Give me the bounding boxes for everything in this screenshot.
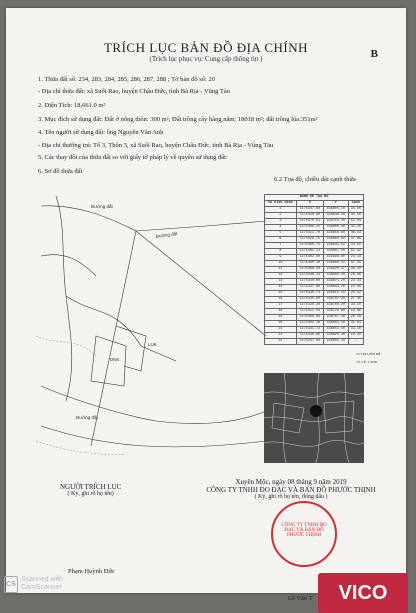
table-cell: 436998.80 <box>323 255 348 261</box>
table-cell: 7 <box>265 243 297 249</box>
table-cell: 436760.20 <box>323 303 348 309</box>
table-cell: 436707.46 <box>323 315 348 321</box>
table-cell: 436620.40 <box>323 333 348 339</box>
table-cell: 10 <box>265 261 297 267</box>
table-cell: 1175340.80 <box>296 333 323 339</box>
table-cell: 23.44 <box>348 279 363 285</box>
table-cell: 1175331.72 <box>296 327 323 333</box>
table-cell: 1175337.90 <box>296 285 323 291</box>
coordinates-heading: 6.2 Tọa độ, chiều dài cạnh thửa <box>274 176 356 183</box>
table-cell: 12 <box>265 273 297 279</box>
table-cell: 34.00 <box>348 207 363 213</box>
parcel-number-line: 1. Thửa đất số: 234, 283, 284, 285, 286, 287, 288 ; Tờ bản đồ số: 20 <box>38 76 215 83</box>
table-cell: 20 <box>265 321 297 327</box>
table-cell: 8 <box>265 249 297 255</box>
table-cell: 1175380.10 <box>296 261 323 267</box>
table-cell: 33.10 <box>348 327 363 333</box>
parcel-label: DNK <box>110 357 120 362</box>
table-cell: 1175481.11 <box>296 249 323 255</box>
table-cell: 1175399.25 <box>296 225 323 231</box>
stamp-text: CÔNG TY TNHH ĐO ĐẠC VÀ BẢN ĐỒ PHƯỚC THỊNH <box>281 523 327 538</box>
table-cell: 1175311.54 <box>296 309 323 315</box>
table-cell: 1 <box>265 207 297 213</box>
corner-letter: B <box>370 48 378 60</box>
road-label: Đường đất <box>91 204 113 209</box>
table-cell: 436654.10 <box>323 327 348 333</box>
table-cell: 1175340.00 <box>296 279 323 285</box>
scanner-watermark <box>4 574 124 596</box>
table-cell: 6 <box>265 237 297 243</box>
owner-line: 4. Tên người sử dụng đất: ông Nguyễn Văn Anh <box>38 129 164 136</box>
table-cell: 11 <box>265 267 297 273</box>
table-cell: 1175302.18 <box>296 321 323 327</box>
table-cell: 18 <box>265 309 297 315</box>
table-cell: 52.04 <box>348 219 363 225</box>
cadastral-map <box>36 186 266 466</box>
table-cell: 436871.20 <box>323 279 348 285</box>
table-cell: 27.35 <box>348 297 363 303</box>
table-cell: 436941.52 <box>323 243 348 249</box>
table-cell: 21 <box>265 327 297 333</box>
changes-line: 5. Các thay đổi của thửa đất so với giấy tờ pháp lý về quyền sử dụng đất: <box>38 154 228 161</box>
table-cell: 4 <box>265 225 297 231</box>
table-cell: 1175411.70 <box>296 231 323 237</box>
extractor-role: NGƯỜI TRÍCH LỤC <box>60 483 122 491</box>
company-stamp <box>271 501 337 567</box>
table-cell: 28.92 <box>348 291 363 297</box>
extractor-note: ( Ký, ghi rõ họ tên) <box>67 491 114 497</box>
table-cell: 436884.62 <box>323 237 348 243</box>
table-cell: 436726.60 <box>323 309 348 315</box>
document-page <box>6 8 406 602</box>
table-cell: 22.68 <box>348 285 363 291</box>
scale-note: TỶ LỆ: 1/2000 <box>356 360 378 364</box>
coordinate-table-header: X <box>296 201 323 207</box>
signer-name: Lê Văn T <box>288 595 313 602</box>
table-cell: 1175348.41 <box>296 273 323 279</box>
table-cell: 1175306.66 <box>296 315 323 321</box>
table-cell: 19.80 <box>348 309 363 315</box>
table-cell: 16 <box>265 297 297 303</box>
watermark-line2: CamScanner <box>21 584 62 591</box>
table-cell: 436683.10 <box>323 321 348 327</box>
table-row <box>265 339 364 345</box>
table-cell: 26.18 <box>348 315 363 321</box>
table-cell: 1175325.60 <box>296 297 323 303</box>
table-cell: 1175358.90 <box>296 213 323 219</box>
company-name: CÔNG TY TNHH ĐO ĐẠC VÀ BẢN ĐỒ PHƯỚC THỊNH <box>206 486 376 494</box>
table-cell: 41.64 <box>348 321 363 327</box>
table-cell: 15 <box>265 291 297 297</box>
table-cell: 2 <box>265 213 297 219</box>
table-cell: 436920.47 <box>323 267 348 273</box>
road-label: Đường đất <box>76 415 98 420</box>
table-cell: 14 <box>265 285 297 291</box>
table-cell: 1175366.50 <box>296 267 323 273</box>
watermark-line1: Scanned with <box>21 576 64 583</box>
table-cell: 1175370.61 <box>296 219 323 225</box>
table-cell: 35.58 <box>348 213 363 219</box>
table-cell: 436605.10 <box>323 339 348 345</box>
table-cell: 47.35 <box>348 261 363 267</box>
table-cell: 1175428.75 <box>296 237 323 243</box>
camscanner-icon: CS <box>4 576 18 593</box>
table-cell: 436960.31 <box>323 261 348 267</box>
table-cell: 19 <box>265 315 297 321</box>
parcel-label: LUK <box>148 342 157 347</box>
table-cell: 1175347.60 <box>296 339 323 345</box>
table-cell: 436815.15 <box>323 291 348 297</box>
table-cell: 51.42 <box>348 249 363 255</box>
table-cell: 5 <box>265 231 297 237</box>
road-label: Đường đất <box>155 231 178 239</box>
table-cell: 436715.30 <box>323 219 348 225</box>
date-line: Xuyên Mộc, ngày 08 tháng 9 năm 2019 <box>235 478 347 486</box>
table-cell: 436895.20 <box>323 273 348 279</box>
document-title: TRÍCH LỤC BẢN ĐỒ ĐỊA CHÍNH <box>103 40 309 55</box>
table-cell: 436843.20 <box>323 285 348 291</box>
table-cell: 436648.20 <box>323 213 348 219</box>
table-cell: 26.86 <box>348 273 363 279</box>
area-line: 2. Diện Tích: 18,661.0 m² <box>38 102 106 109</box>
land-use-line: 3. Mục đích sử dụng đất: Đất ở nông thôn: 300 m²; Đất trồng cây hàng năm: 18018 m²; đất trồng lúa:351m² <box>38 116 318 123</box>
table-cell: 17 <box>265 303 297 309</box>
table-cell: 36.20 <box>348 267 363 273</box>
table-cell: 3 <box>265 219 297 225</box>
location-map-image <box>264 373 364 463</box>
table-cell: 22 <box>265 333 297 339</box>
parcel-sketch-heading: 6. Sơ đồ thửa đất <box>38 168 83 175</box>
table-cell: 436787.20 <box>323 297 348 303</box>
coordinate-table-title: BẢNG KÊ TỌA ĐỘ <box>265 195 364 201</box>
table-cell: 23 <box>265 339 297 345</box>
table-cell: 24.18 <box>348 255 363 261</box>
company-block <box>196 478 386 500</box>
company-note: ( Ký, ghi rõ họ tên, đóng dấu ) <box>254 494 328 500</box>
table-cell: 436850.90 <box>323 231 348 237</box>
table-cell: 1175347.60 <box>296 207 323 213</box>
table-cell: 1175320.30 <box>296 303 323 309</box>
table-cell: 16.29 <box>348 333 363 339</box>
table-cell: 436800.40 <box>323 225 348 231</box>
brand-logo: VICO <box>318 573 408 613</box>
extractor-name: Phạm Huỳnh Đức <box>68 568 115 575</box>
table-cell: 1175460.75 <box>296 243 323 249</box>
table-cell: 37.86 <box>348 237 363 243</box>
table-cell: 13 <box>265 279 297 285</box>
table-cell: 42.20 <box>348 225 363 231</box>
coordinate-table-header: Số hiệu điểm <box>265 201 297 207</box>
table-cell: 436605.10 <box>323 207 348 213</box>
coordinate-table-header: Y <box>323 201 348 207</box>
coordinate-table <box>264 194 364 345</box>
coordinate-table-header: Cạnh <box>348 201 363 207</box>
location-note: VỊ TRÍ LIÊN HỆ <box>356 352 381 356</box>
table-cell: 48.13 <box>348 231 363 237</box>
table-cell: 34.10 <box>348 303 363 309</box>
table-cell: 1175330.74 <box>296 291 323 297</box>
table-cell: 9 <box>265 255 297 261</box>
parcel-address-line: - Địa chỉ thửa đất: xã Suối Rao, huyện Châu Đức, tỉnh Bà Rịa - Vũng Tàu <box>38 88 231 95</box>
table-cell: 1175402.80 <box>296 255 323 261</box>
table-cell: 33.61 <box>348 243 363 249</box>
extractor-block <box>60 483 121 497</box>
table-cell: -- <box>348 339 363 345</box>
table-cell: 436987.50 <box>323 249 348 255</box>
document-subtitle: (Trích lục phục vụ: Cung cấp thông tin ) <box>149 55 263 63</box>
residence-line: - Địa chỉ thường trú: Tổ 3, Thôn 3, xã Suối Rao, huyện Châu Đức, tỉnh Bà Rịa - Vũng Tàu <box>38 142 274 149</box>
